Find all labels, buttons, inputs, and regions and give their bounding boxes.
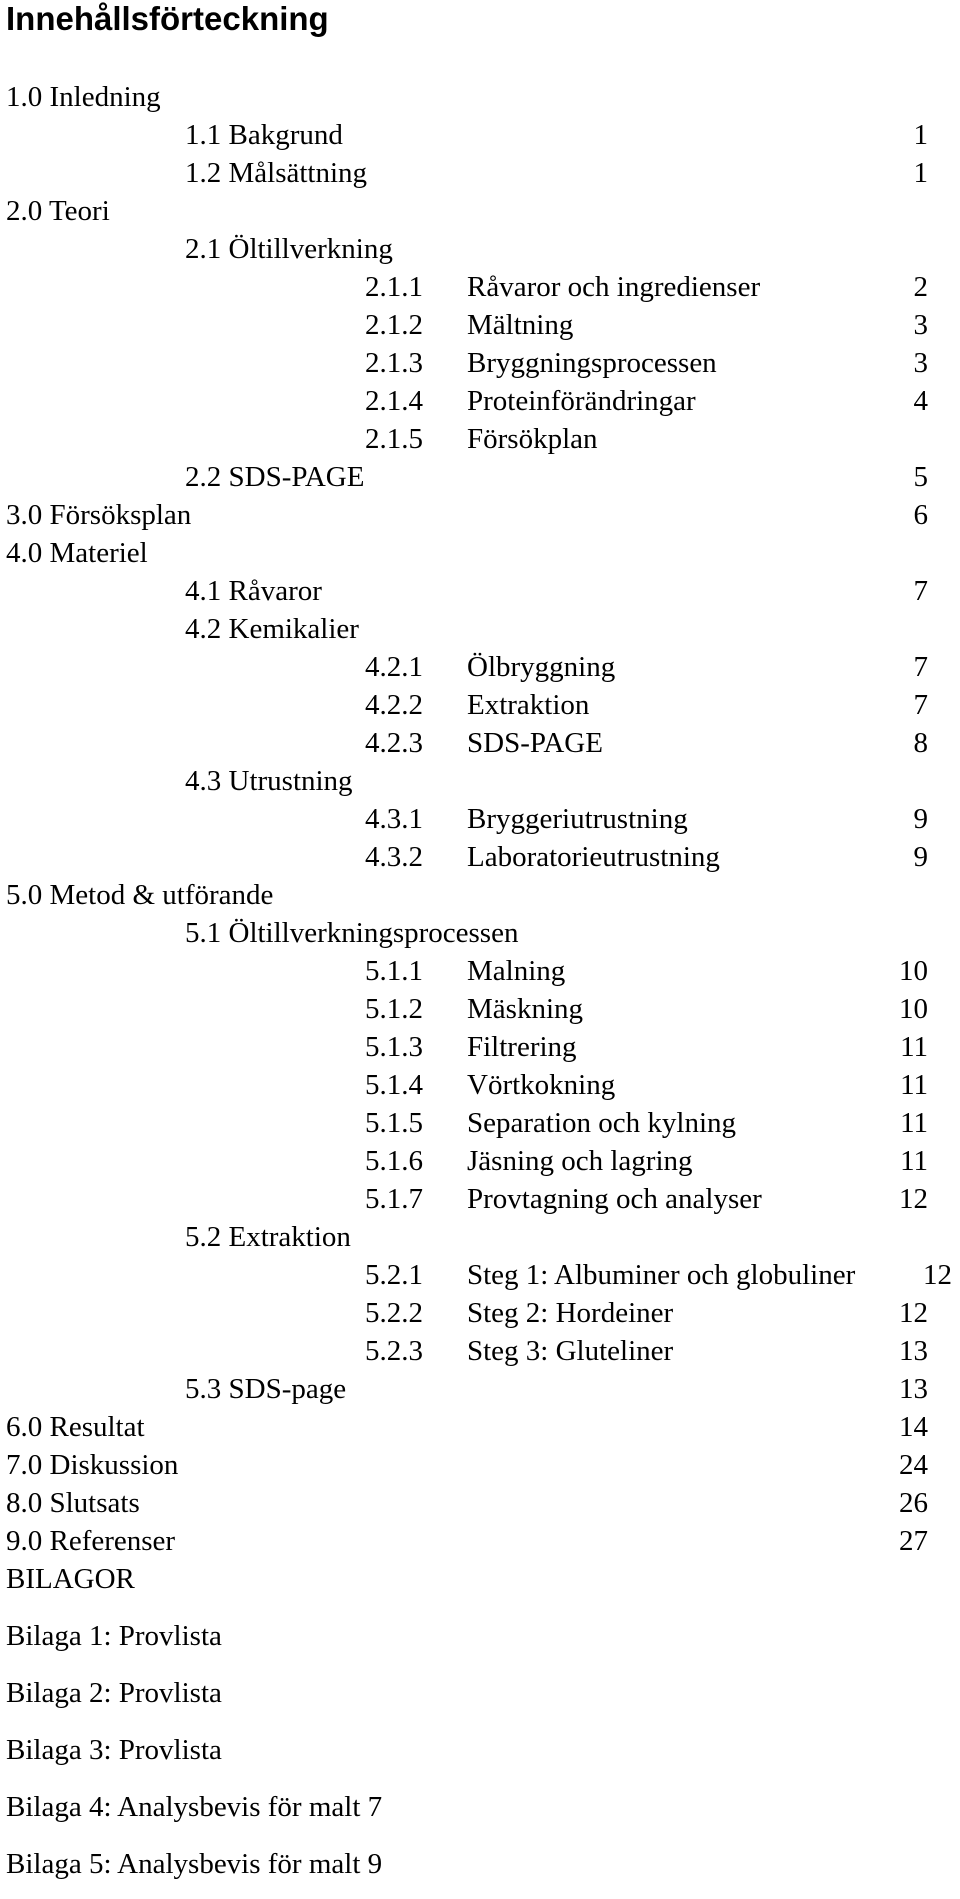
toc-entry-number: 5.1.5 — [365, 1107, 423, 1139]
toc-entry-title: Bryggningsprocessen — [467, 347, 717, 379]
toc-entry-title: Malning — [467, 955, 566, 987]
toc-entry-label — [6, 1408, 145, 1446]
toc-entry-number: 5.1.7 — [365, 1183, 423, 1215]
toc-entry-label — [6, 534, 148, 572]
toc-entry-title: Extraktion — [467, 689, 590, 721]
toc-entry-title: Kemikalier — [228, 613, 359, 645]
toc-entry-page: 1 — [913, 157, 928, 189]
toc-entry-number: 4.3 — [185, 765, 222, 797]
toc-entry[interactable] — [0, 382, 960, 420]
toc-entry-title: Steg 1: Albuminer och globuliner — [467, 1259, 856, 1291]
toc-entry-number: 4.2.3 — [365, 727, 423, 759]
toc-entry-label — [6, 78, 161, 116]
toc-entry[interactable] — [0, 914, 960, 952]
toc-entry-page: 24 — [899, 1449, 928, 1481]
toc-entry-label — [185, 116, 343, 154]
toc-entry-page: 2 — [913, 271, 928, 303]
toc-entry-title: Jäsning och lagring — [467, 1145, 693, 1177]
toc-entry-page: 11 — [900, 1069, 928, 1101]
toc-entry-label — [185, 572, 322, 610]
toc-entry-number: 5.1.2 — [365, 993, 423, 1025]
toc-entry-page: 12 — [923, 1259, 952, 1291]
toc-entry-number: 8.0 — [6, 1487, 43, 1519]
toc-entry-title: Inledning — [49, 81, 161, 113]
toc-entry-label — [185, 230, 393, 268]
toc-entry-label — [185, 154, 367, 192]
toc-entry-label — [185, 914, 518, 952]
toc-entry-number: 4.3.1 — [365, 803, 423, 835]
toc-entry-label — [6, 1446, 178, 1484]
toc-entry-number: 5.2.1 — [365, 1259, 423, 1291]
toc-entry-number: 5.1.1 — [365, 955, 423, 987]
toc-entry-number: 1.1 — [185, 119, 222, 151]
toc-entry[interactable] — [0, 154, 960, 192]
toc-entry-title: Bakgrund — [228, 119, 343, 151]
toc-entry-number: 2.1 — [185, 233, 222, 265]
toc-entry-number: 4.0 — [6, 537, 43, 569]
toc-entry[interactable] — [0, 78, 960, 116]
toc-entry-number: 2.1.3 — [365, 347, 423, 379]
toc-entry-title: Råvaror — [228, 575, 322, 607]
toc-entry-number: 4.2 — [185, 613, 222, 645]
toc-entry[interactable] — [0, 534, 960, 572]
toc-entry-title: Försökplan — [467, 423, 598, 455]
toc-entry-title: Bryggeriutrustning — [467, 803, 688, 835]
toc-entry-title: Steg 3: Gluteliner — [467, 1335, 674, 1367]
toc-entry-title: Diskussion — [49, 1449, 179, 1481]
toc-entry-page: 8 — [913, 727, 928, 759]
toc-entry-number: 5.1.4 — [365, 1069, 423, 1101]
toc-entry-title: Slutsats — [49, 1487, 140, 1519]
toc-entry-title: SDS-page — [228, 1373, 347, 1405]
toc-entry[interactable] — [0, 1256, 960, 1294]
toc-entry-page: 12 — [899, 1183, 928, 1215]
appendix-item[interactable]: Bilaga 1: Provlista — [6, 1620, 222, 1652]
toc-entry-page: 1 — [913, 119, 928, 151]
toc-entry-number: 5.3 — [185, 1373, 222, 1405]
toc-entry[interactable] — [0, 952, 960, 990]
toc-entry-page: 7 — [913, 651, 928, 683]
toc-entry-label — [185, 458, 364, 496]
toc-entry[interactable] — [0, 1180, 960, 1218]
toc-entry-page: 10 — [899, 993, 928, 1025]
toc-entry-page: 9 — [913, 841, 928, 873]
toc-entry-page: 13 — [899, 1335, 928, 1367]
toc-entry[interactable] — [0, 420, 960, 458]
toc-entry[interactable] — [0, 116, 960, 154]
toc-entry-title: Vörtkokning — [467, 1069, 616, 1101]
toc-entry-title: SDS-PAGE — [467, 727, 603, 759]
toc-entry-number: 6.0 — [6, 1411, 43, 1443]
toc-entry[interactable] — [0, 800, 960, 838]
toc-entry[interactable] — [0, 1218, 960, 1256]
toc-entry[interactable] — [0, 268, 960, 306]
toc-entry-title: Mältning — [467, 309, 574, 341]
toc-entry-title: Proteinförändringar — [467, 385, 696, 417]
toc-entry[interactable] — [0, 1066, 960, 1104]
toc-entry-title: Målsättning — [228, 157, 368, 189]
toc-entry-page: 5 — [913, 461, 928, 493]
toc-entry[interactable] — [0, 1142, 960, 1180]
toc-entry-page: 3 — [913, 347, 928, 379]
toc-entry-number: 7.0 — [6, 1449, 43, 1481]
toc-entry-page: 12 — [899, 1297, 928, 1329]
toc-entry-number: 5.1 — [185, 917, 222, 949]
toc-entry-title: Försöksplan — [49, 499, 192, 531]
toc-entry-page: 7 — [913, 575, 928, 607]
toc-entry-page: 6 — [913, 499, 928, 531]
toc-entry-number: 2.1.5 — [365, 423, 423, 455]
toc-entry[interactable] — [0, 876, 960, 914]
toc-entry-title: Filtrering — [467, 1031, 577, 1063]
toc-entry-number: 5.2 — [185, 1221, 222, 1253]
toc-entry-page: 11 — [900, 1107, 928, 1139]
toc-entry-number: 5.1.3 — [365, 1031, 423, 1063]
toc-entry-page: 4 — [913, 385, 928, 417]
appendix-item[interactable]: Bilaga 2: Provlista — [6, 1677, 222, 1709]
appendix-item[interactable]: Bilaga 5: Analysbevis för malt 9 — [6, 1848, 383, 1880]
toc-entry-title: Öltillverkning — [228, 233, 393, 265]
toc-entry-number: 4.3.2 — [365, 841, 423, 873]
toc-entry[interactable] — [0, 458, 960, 496]
toc-heading: Innehållsförteckning — [6, 0, 329, 37]
toc-entry[interactable] — [0, 1028, 960, 1066]
toc-entry-label — [185, 610, 359, 648]
toc-entry-number: 5.0 — [6, 879, 43, 911]
toc-entry[interactable] — [0, 1104, 960, 1142]
toc-entry-number: 9.0 — [6, 1525, 43, 1557]
toc-entry[interactable] — [0, 1294, 960, 1332]
toc-entry[interactable] — [0, 306, 960, 344]
toc-entry-page: 7 — [913, 689, 928, 721]
toc-entry-page: 11 — [900, 1145, 928, 1177]
toc-entry[interactable] — [0, 344, 960, 382]
toc-entry-title: Steg 2: Hordeiner — [467, 1297, 674, 1329]
toc-entry-page: 9 — [913, 803, 928, 835]
appendix-item[interactable]: Bilaga 3: Provlista — [6, 1734, 222, 1766]
toc-entry-number: 2.2 — [185, 461, 222, 493]
toc-entry[interactable] — [0, 1522, 960, 1560]
toc-entry[interactable] — [0, 1484, 960, 1522]
toc-entry-label — [185, 1370, 346, 1408]
toc-entry[interactable] — [0, 762, 960, 800]
toc-entry[interactable] — [0, 648, 960, 686]
toc-entry-number: 5.1.6 — [365, 1145, 423, 1177]
toc-entry-label — [185, 1218, 351, 1256]
toc-entry-label — [6, 876, 273, 914]
toc-entry-label — [6, 192, 110, 230]
toc-entry-number: 1.2 — [185, 157, 222, 189]
toc-entry-label — [6, 496, 191, 534]
toc-entry-number: 2.1.4 — [365, 385, 423, 417]
toc-entry[interactable] — [0, 572, 960, 610]
toc-entry-title: Materiel — [49, 537, 148, 569]
toc-entry[interactable] — [0, 192, 960, 230]
toc-entry[interactable] — [0, 838, 960, 876]
toc-entry[interactable] — [0, 1446, 960, 1484]
toc-entry-page: 26 — [899, 1487, 928, 1519]
toc-entry-title: Provtagning och analyser — [467, 1183, 762, 1215]
toc-entry-number: 2.1.1 — [365, 271, 423, 303]
toc-entry-number: 5.2.2 — [365, 1297, 423, 1329]
toc-entry[interactable] — [0, 1370, 960, 1408]
toc-entry-number: 3.0 — [6, 499, 43, 531]
toc-entry-number: 4.2.2 — [365, 689, 423, 721]
toc-entry-label — [6, 1522, 175, 1560]
toc-entry-title: Laboratorieutrustning — [467, 841, 720, 873]
toc-entry-title: Utrustning — [228, 765, 353, 797]
toc-entry[interactable] — [0, 686, 960, 724]
toc-entry-number: 1.0 — [6, 81, 43, 113]
toc-entry-title: Resultat — [49, 1411, 145, 1443]
toc-entry-title: Ölbryggning — [467, 651, 616, 683]
toc-entry-title: Mäskning — [467, 993, 583, 1025]
toc-entry[interactable] — [0, 1408, 960, 1446]
toc-entry-number: 4.1 — [185, 575, 222, 607]
toc-entry-title: Öltillverkningsprocessen — [228, 917, 519, 949]
toc-entry[interactable] — [0, 610, 960, 648]
toc-entry-label — [185, 762, 353, 800]
toc-entry[interactable] — [0, 230, 960, 268]
toc-entry-title: Referenser — [49, 1525, 176, 1557]
appendix-heading: BILAGOR — [6, 1563, 135, 1595]
toc-entry-label — [6, 1484, 140, 1522]
toc-entry-page: 14 — [899, 1411, 928, 1443]
toc-entry[interactable] — [0, 496, 960, 534]
toc-entry-number: 5.2.3 — [365, 1335, 423, 1367]
toc-entry-page: 11 — [900, 1031, 928, 1063]
toc-entry[interactable] — [0, 1332, 960, 1370]
appendix-item[interactable]: Bilaga 4: Analysbevis för malt 7 — [6, 1791, 383, 1823]
toc-entry-title: Teori — [48, 195, 110, 227]
toc-entry-title: Separation och kylning — [467, 1107, 737, 1139]
toc-entry-title: Extraktion — [228, 1221, 351, 1253]
toc-entry-page: 27 — [899, 1525, 928, 1557]
toc-entry[interactable] — [0, 990, 960, 1028]
toc-entry-page: 13 — [899, 1373, 928, 1405]
toc-entry-number: 2.1.2 — [365, 309, 423, 341]
toc-entry-title: SDS-PAGE — [228, 461, 365, 493]
toc-entry-page: 10 — [899, 955, 928, 987]
toc-entry-number: 2.0 — [6, 195, 43, 227]
toc-entry-title: Metod & utförande — [49, 879, 274, 911]
toc-entry[interactable] — [0, 724, 960, 762]
toc-entry-title: Råvaror och ingredienser — [467, 271, 761, 303]
toc-entry-number: 4.2.1 — [365, 651, 423, 683]
toc-entry-page: 3 — [913, 309, 928, 341]
